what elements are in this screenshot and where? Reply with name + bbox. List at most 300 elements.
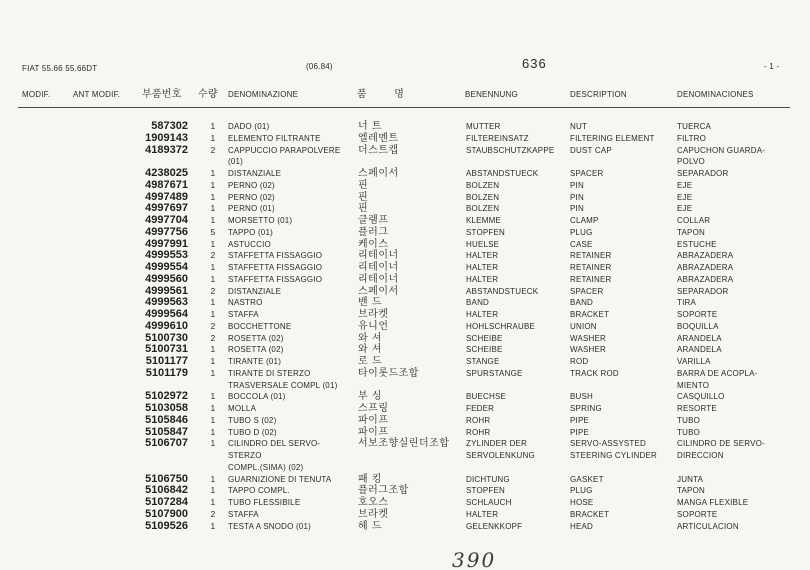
denominaciones: FILTRO: [677, 133, 707, 143]
korean-name-cell: [358, 391, 466, 403]
benennung: STAUBSCHUTZKAPPE: [466, 145, 555, 155]
description: SPACER: [570, 169, 604, 178]
part-number: 4997991: [145, 237, 188, 250]
denominazione: CAPPUCCIO PARAPOLVERE: [228, 145, 341, 155]
korean-name-cell: [358, 203, 466, 215]
part-number: 587302: [151, 120, 188, 132]
denominazione-cell: [228, 180, 358, 192]
korean-name: 스페이서: [358, 285, 399, 297]
denominazione: TUBO FLESSIBILE: [228, 498, 301, 507]
korean-name-cell: [358, 403, 466, 415]
description-cell: [570, 192, 677, 204]
quantity: 1: [210, 367, 216, 378]
quantity: 1: [210, 403, 216, 413]
benennung: HUELSE: [466, 239, 500, 249]
part-number: 5106750: [145, 472, 188, 485]
benennung-cell: [466, 239, 570, 251]
parts-row: [0, 497, 790, 509]
denominaciones: ABRAZADERA: [677, 251, 734, 261]
description-cell: [570, 297, 677, 309]
korean-name: 서보조향실린더조합: [358, 438, 450, 450]
quantity-cell: [188, 286, 228, 298]
denominazione: STAFFA: [228, 310, 259, 319]
denominazione: PERNO (02): [228, 180, 275, 190]
parts-row: [0, 485, 790, 497]
quantity-cell: [188, 427, 228, 439]
denominaciones: BOQUILLA: [677, 321, 719, 331]
parts-row: [0, 344, 790, 356]
quantity-cell: [188, 168, 228, 180]
denominazione-cell: [228, 192, 358, 204]
quantity: 1: [210, 132, 216, 143]
denominaciones: ARTICULACION: [677, 521, 739, 531]
benennung-cell: [466, 262, 570, 274]
part-number-cell: [130, 168, 188, 180]
quantity-cell: [188, 344, 228, 356]
denominazione: BOCCHETTONE: [228, 321, 292, 331]
description: PLUG: [570, 227, 593, 237]
denominaciones: ARANDELA: [677, 333, 722, 343]
description-cell: [570, 250, 677, 262]
korean-name-cell: [358, 168, 466, 180]
denominazione-cell: [228, 168, 358, 180]
denominaciones-cell: [677, 368, 790, 392]
quantity-cell: [188, 203, 228, 215]
denominaciones: EJE: [677, 204, 693, 214]
korean-name: 리테이너: [358, 262, 399, 273]
korean-name: 엘레멘트: [358, 132, 399, 144]
parts-row: [0, 145, 790, 169]
benennung: DICHTUNG: [466, 474, 510, 484]
description-cell: [570, 497, 677, 509]
benennung: BUECHSE: [466, 392, 507, 402]
benennung-cell: [466, 497, 570, 509]
part-number: 5105846: [145, 413, 188, 426]
denominaciones-cell: [677, 180, 790, 192]
korean-name: 더스트캡: [358, 144, 399, 156]
description: RETAINER: [570, 263, 612, 272]
description: CASE: [570, 239, 593, 249]
parts-row: [0, 403, 790, 415]
part-number-cell: [130, 133, 188, 145]
korean-name: 파이프: [358, 426, 389, 438]
benennung: SCHLAUCH: [466, 498, 512, 507]
denominazione-cell: [228, 333, 358, 345]
quantity-cell: [188, 403, 228, 415]
description-cell: [570, 309, 677, 321]
korean-name-cell: [358, 250, 466, 262]
denominaciones-cell: [677, 415, 790, 427]
part-number: 4999553: [145, 249, 188, 262]
quantity-cell: [188, 239, 228, 251]
denominaciones-cell: [677, 274, 790, 286]
part-number-cell: [130, 497, 188, 509]
parts-row: [0, 438, 790, 473]
denominazione: BOCCOLA (01): [228, 392, 286, 402]
korean-name-cell: [358, 474, 466, 486]
part-number: 1909143: [145, 131, 188, 144]
denominaciones: SOPORTE: [677, 310, 718, 319]
parts-row: [0, 427, 790, 439]
description-cell: [570, 168, 677, 180]
parts-row: [0, 509, 790, 521]
column-header-korean-name: 품 명: [357, 89, 405, 100]
parts-row: [0, 192, 790, 204]
quantity: 1: [210, 262, 216, 272]
benennung-cell: [466, 344, 570, 356]
parts-row: [0, 286, 790, 298]
parts-row: [0, 203, 790, 215]
denominaciones-cell: [677, 297, 790, 309]
benennung: SCHEIBE: [466, 345, 503, 355]
parts-row: [0, 168, 790, 180]
denominazione: TUBO D (02): [228, 427, 277, 437]
denominazione: STAFFA: [228, 509, 259, 519]
denominaciones-cell: [677, 203, 790, 215]
quantity-cell: [188, 145, 228, 157]
benennung-cell: [466, 333, 570, 345]
korean-name-cell: [358, 344, 466, 356]
column-header-benennung: BENENNUNG: [465, 90, 518, 99]
korean-name: 스페이서: [358, 168, 399, 179]
parts-row: [0, 239, 790, 251]
korean-name-cell: [358, 262, 466, 274]
description-cell: [570, 262, 677, 274]
korean-name-cell: [358, 521, 466, 533]
korean-name-cell: [358, 274, 466, 286]
denominaciones-cell: [677, 239, 790, 251]
quantity: 2: [210, 144, 216, 155]
benennung-cell: [466, 438, 570, 462]
parts-row: [0, 180, 790, 192]
denominaciones-cell: [677, 192, 790, 204]
korean-name: 브라켓: [358, 508, 389, 520]
denominaciones-cell: [677, 321, 790, 333]
part-number: 5105847: [145, 425, 188, 438]
denominaciones: SEPARADOR: [677, 286, 729, 296]
description: FILTERING ELEMENT: [570, 133, 655, 143]
korean-name-cell: [358, 121, 466, 133]
benennung-cell: [466, 521, 570, 533]
part-number: 5102972: [145, 390, 188, 403]
benennung-cell: [466, 427, 570, 439]
quantity-cell: [188, 250, 228, 262]
korean-name-cell: [358, 133, 466, 145]
denominaciones: ARANDELA: [677, 345, 722, 355]
denominazione-cell: [228, 250, 358, 262]
benennung-cell: [466, 168, 570, 180]
quantity: 1: [210, 344, 216, 355]
denominaciones: ABRAZADERA: [677, 274, 734, 284]
description: PLUG: [570, 486, 593, 496]
column-header-part-number: 부품번호: [142, 89, 182, 100]
korean-name-cell: [358, 297, 466, 309]
denominazione: STERZO: [228, 451, 262, 460]
benennung: GELENKKOPF: [466, 521, 523, 531]
part-number-cell: [130, 509, 188, 521]
denominazione: TIRANTE DI STERZO: [228, 368, 311, 378]
denominaciones: MANGA FLEXIBLE: [677, 498, 749, 507]
part-number: 5106842: [145, 484, 188, 497]
denominaciones: TAPON: [677, 486, 705, 496]
denominazione-cell: [228, 274, 358, 286]
benennung-cell: [466, 121, 570, 133]
denominazione: TRASVERSALE COMPL (01): [228, 380, 338, 390]
denominazione: STAFFETTA FISSAGGIO: [228, 251, 323, 261]
description-cell: [570, 427, 677, 439]
denominaciones: ABRAZADERA: [677, 263, 734, 272]
denominazione: ELEMENTO FILTRANTE: [228, 133, 321, 143]
korean-name: 부 싱: [358, 391, 382, 403]
denominazione: TIRANTE (01): [228, 357, 282, 366]
denominazione-cell: [228, 356, 358, 368]
quantity-cell: [188, 215, 228, 227]
benennung: BOLZEN: [466, 192, 500, 202]
denominazione-cell: [228, 403, 358, 415]
part-number: 4997489: [145, 190, 188, 203]
denominazione-cell: [228, 321, 358, 333]
denominazione: GUARNIZIONE DI TENUTA: [228, 474, 332, 484]
quantity-cell: [188, 356, 228, 368]
description-cell: [570, 403, 677, 415]
part-number: 4999560: [145, 272, 188, 285]
part-number-cell: [130, 415, 188, 427]
part-number-cell: [130, 403, 188, 415]
description: PIPE: [570, 415, 590, 425]
denominaciones-cell: [677, 438, 790, 462]
denominaciones: JUNTA: [677, 474, 704, 484]
korean-name: 호오스: [358, 497, 389, 508]
description-cell: [570, 239, 677, 251]
denominaciones-cell: [677, 121, 790, 133]
parts-row: [0, 356, 790, 368]
denominaciones: EJE: [677, 180, 693, 190]
denominazione-cell: [228, 133, 358, 145]
part-number-cell: [130, 321, 188, 333]
part-number: 5107900: [145, 507, 188, 520]
quantity: 2: [210, 332, 216, 343]
parts-row: [0, 262, 790, 274]
korean-name-cell: [358, 215, 466, 227]
denominaciones-cell: [677, 427, 790, 439]
denominazione: STAFFETTA FISSAGGIO: [228, 274, 323, 284]
korean-name-cell: [358, 227, 466, 239]
quantity: 2: [210, 250, 216, 261]
part-number: 4999564: [145, 308, 188, 320]
denominazione: NASTRO: [228, 298, 263, 308]
description-cell: [570, 509, 677, 521]
benennung: ZYLINDER DER: [466, 439, 528, 449]
description: CLAMP: [570, 216, 599, 225]
part-number: 4189372: [145, 143, 188, 156]
korean-name: 핀: [358, 203, 369, 215]
part-number: 5100730: [145, 331, 188, 344]
quantity-cell: [188, 509, 228, 521]
denominazione: TAPPO (01): [228, 227, 273, 237]
quantity: 1: [210, 215, 216, 225]
denominazione-cell: [228, 262, 358, 274]
parts-row: [0, 415, 790, 427]
part-number-cell: [130, 438, 188, 450]
denominazione-cell: [228, 509, 358, 521]
denominazione: ROSETTA (02): [228, 345, 284, 355]
denominaciones-cell: [677, 521, 790, 533]
korean-name-cell: [358, 321, 466, 333]
description: BRACKET: [570, 310, 610, 319]
denominazione: ASTUCCIO: [228, 239, 271, 249]
header-divider: [18, 107, 790, 108]
part-number-cell: [130, 121, 188, 133]
korean-name: 밴 드: [358, 297, 382, 309]
quantity-cell: [188, 497, 228, 509]
quantity: 1: [210, 273, 216, 284]
description-cell: [570, 215, 677, 227]
denominaciones: CASQUILLO: [677, 392, 725, 402]
quantity-cell: [188, 180, 228, 192]
quantity: 1: [210, 309, 216, 319]
part-number-cell: [130, 274, 188, 286]
benennung: STANGE: [466, 357, 500, 366]
denominazione: TESTA A SNODO (01): [228, 521, 312, 531]
benennung: ABSTANDSTUECK: [466, 169, 539, 178]
description-cell: [570, 474, 677, 486]
parts-row: [0, 309, 790, 321]
denominazione: DISTANZIALE: [228, 286, 282, 296]
quantity-cell: [188, 333, 228, 345]
description-cell: [570, 286, 677, 298]
description: HEAD: [570, 521, 594, 531]
description-cell: [570, 274, 677, 286]
korean-name: 와 셔: [358, 332, 382, 344]
part-number: 5107284: [145, 496, 188, 508]
denominazione: (01): [228, 157, 244, 167]
quantity: 5: [210, 226, 216, 237]
description-cell: [570, 521, 677, 533]
quantity: 1: [210, 414, 216, 425]
korean-name-cell: [358, 509, 466, 521]
description: GASKET: [570, 474, 604, 484]
denominaciones: COLLAR: [677, 216, 711, 225]
quantity: 1: [210, 520, 216, 531]
description: BAND: [570, 298, 594, 308]
denominaciones-cell: [677, 497, 790, 509]
korean-name: 케이스: [358, 238, 389, 250]
denominazione-cell: [228, 521, 358, 533]
korean-name-cell: [358, 485, 466, 497]
part-number-cell: [130, 262, 188, 274]
quantity-cell: [188, 321, 228, 333]
benennung-cell: [466, 297, 570, 309]
description-cell: [570, 438, 677, 462]
parts-row: [0, 133, 790, 145]
denominazione: STAFFETTA FISSAGGIO: [228, 263, 323, 272]
benennung-cell: [466, 321, 570, 333]
korean-name: 리테이너: [358, 250, 399, 262]
benennung: BAND: [466, 298, 490, 308]
parts-row: [0, 250, 790, 262]
denominaciones: TUBO: [677, 427, 701, 437]
korean-name: 플러그조합: [358, 485, 409, 497]
benennung: SCHEIBE: [466, 333, 503, 343]
denominazione: MOLLA: [228, 404, 257, 413]
description-cell: [570, 121, 677, 133]
benennung-cell: [466, 192, 570, 204]
benennung-cell: [466, 133, 570, 145]
quantity: 2: [210, 285, 216, 296]
description-cell: [570, 203, 677, 215]
denominaciones-cell: [677, 262, 790, 274]
korean-name: 와 셔: [358, 344, 382, 356]
benennung: FEDER: [466, 404, 495, 413]
description-cell: [570, 485, 677, 497]
handwritten-note: 390: [452, 548, 497, 570]
benennung: BOLZEN: [466, 204, 500, 214]
quantity: 1: [210, 121, 216, 131]
description: PIN: [570, 192, 584, 202]
denominazione: COMPL.(SIMA) (02): [228, 462, 304, 472]
part-number: 5100731: [145, 343, 188, 356]
denominaciones: BARRA DE ACOPLA-: [677, 368, 758, 378]
parts-row: [0, 215, 790, 227]
denominazione: ROSETTA (02): [228, 333, 284, 343]
denominaciones-cell: [677, 391, 790, 403]
part-number: 4999561: [145, 284, 188, 297]
column-header-description: DESCRIPTION: [570, 90, 627, 99]
part-number-cell: [130, 309, 188, 321]
quantity-cell: [188, 391, 228, 403]
description: SERVO-ASSYSTED: [570, 439, 647, 449]
benennung: HALTER: [466, 274, 499, 284]
benennung: HALTER: [466, 509, 499, 519]
description: PIN: [570, 204, 584, 214]
quantity: 1: [210, 473, 216, 484]
denominazione-cell: [228, 391, 358, 403]
benennung: FILTEREINSATZ: [466, 133, 529, 143]
page-number: 636: [522, 56, 547, 71]
description-cell: [570, 356, 677, 368]
denominazione-cell: [228, 368, 358, 392]
description: TRACK ROD: [570, 368, 619, 378]
denominaciones: DIRECCION: [677, 451, 724, 460]
quantity: 1: [210, 297, 216, 308]
quantity: 1: [210, 179, 216, 190]
denominaciones: EJE: [677, 192, 693, 202]
denominaciones: CILINDRO DE SERVO-: [677, 439, 765, 449]
denominazione-cell: [228, 309, 358, 321]
parts-row: [0, 227, 790, 239]
parts-row: [0, 321, 790, 333]
benennung-cell: [466, 391, 570, 403]
benennung-cell: [466, 286, 570, 298]
description-cell: [570, 391, 677, 403]
part-number: 4997704: [145, 214, 188, 226]
description: ROD: [570, 357, 589, 366]
part-number-cell: [130, 227, 188, 239]
benennung: BOLZEN: [466, 180, 500, 190]
denominaciones-cell: [677, 215, 790, 227]
description: RETAINER: [570, 251, 612, 261]
sheet-number: - 1 -: [764, 62, 780, 71]
korean-name-cell: [358, 333, 466, 345]
parts-row: [0, 274, 790, 286]
part-number: 5103058: [145, 402, 188, 414]
quantity: 1: [210, 238, 216, 249]
description-cell: [570, 145, 677, 157]
part-number: 4997697: [145, 202, 188, 215]
denominaciones: TIRA: [677, 298, 697, 308]
quantity-cell: [188, 227, 228, 239]
description-cell: [570, 321, 677, 333]
